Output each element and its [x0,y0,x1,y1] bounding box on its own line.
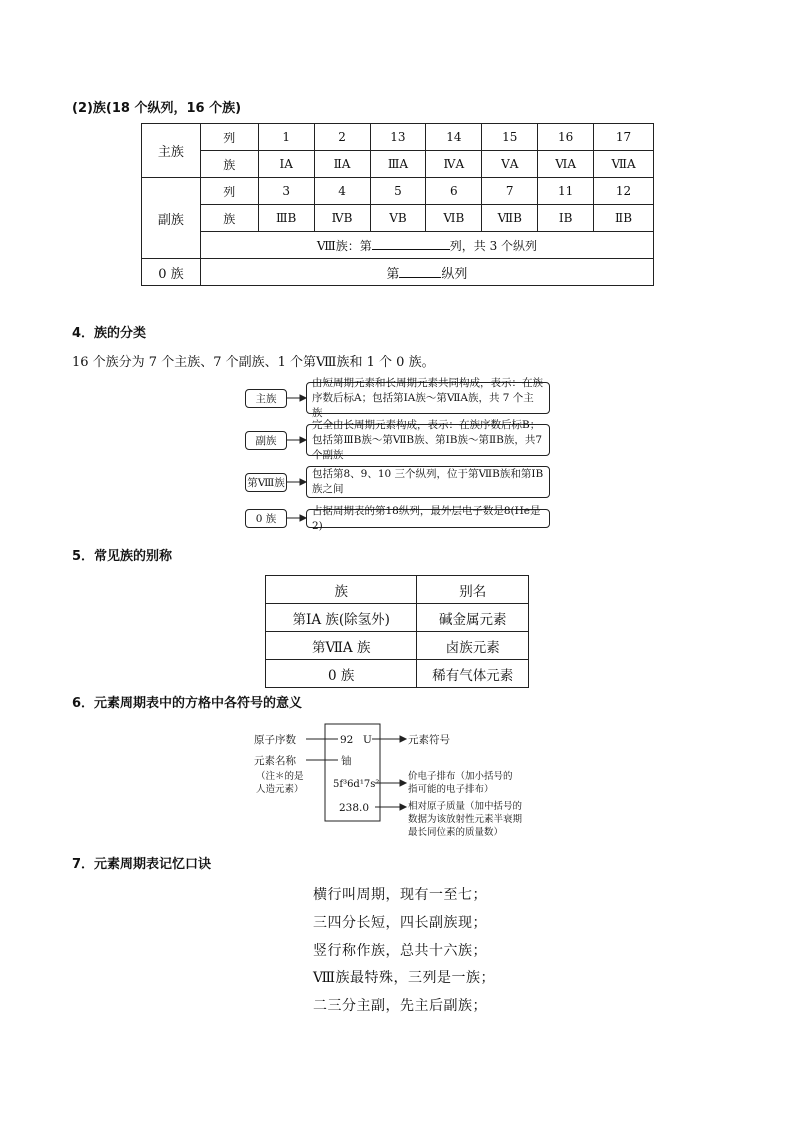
mnemonic-line: 竖行称作族，总共十六族； [313,943,487,959]
table-cell: 11 [538,178,594,205]
row-label-family: 族 [200,205,258,232]
groups-heading: (2)族(18 个纵列，16 个族) [72,101,242,116]
zero-group-suffix: 纵列 [441,266,468,282]
symbol-label: 元素符号 [408,734,450,746]
mnemonic-heading: 7．元素周期表记忆口诀 [72,857,212,872]
element-name: 铀 [341,755,352,767]
table-cell: 16 [538,124,594,151]
mnemonic-line: Ⅷ族最特殊，三列是一族； [313,970,496,986]
classification-intro: 16 个族分为 7 个主族、7 个副族、1 个第Ⅷ族和 1 个 0 族。 [72,355,435,370]
table-cell: ⅦB [482,205,538,232]
table-cell: ⅥA [538,151,594,178]
table-cell: 第ⅦA 族 [266,632,417,660]
element-number: 92 [340,734,354,746]
table-cell: 13 [370,124,426,151]
table-cell: 第ⅠA 族(除氢外) [266,604,417,632]
table-cell: 0 族 [266,660,417,688]
element-name-label: 元素名称 [254,755,296,767]
table-cell: 12 [594,178,654,205]
table-row [266,660,529,688]
table-cell: ⅤB [370,205,426,232]
row-label-column: 列 [200,178,258,205]
classification-heading: 4．族的分类 [72,326,147,341]
sub-group-label: 副族 [142,178,201,259]
class-label-zero: 0 族 [245,509,287,528]
zero-group-prefix: 第 [386,266,400,282]
column-header: 族 [266,576,417,604]
table-cell: 2 [314,124,370,151]
table-cell: ⅥB [426,205,482,232]
table-row [266,604,529,632]
table-cell: 17 [594,124,654,151]
table-cell: 14 [426,124,482,151]
class-desc-sub: 完全由长周期元素构成，表示：在族序数后标B；包括第ⅢB族～第ⅦB族、第ⅠB族～第ⅡB族，共7个副族 [306,424,550,456]
main-group-label: 主族 [142,124,201,178]
table-cell: 3 [258,178,314,205]
table-cell: 稀有气体元素 [417,660,529,688]
atomic-mass: 238.0 [339,802,370,814]
aliases-table [265,575,529,688]
class-label-sub: 副族 [245,431,287,450]
table-header-row [266,576,529,604]
mnemonic-line: 三四分长短，四长副族现； [313,915,487,931]
table-cell: 15 [482,124,538,151]
class-desc-zero: 占据周期表的第18纵列，最外层电子数是8(He是2) [306,509,550,528]
class-desc-viii: 包括第8、9、10 三个纵列，位于第ⅦB族和第ⅠB族之间 [306,466,550,498]
config-label: 指可能的电子排布） [408,784,494,795]
atomic-number-label: 原子序数 [254,734,296,746]
table-cell: ⅢB [258,205,314,232]
element-name-note: （注＊的是 [256,771,304,782]
zero-group-label: 0 族 [142,259,201,286]
row-label-column: 列 [200,124,258,151]
table-cell: 6 [426,178,482,205]
table-cell: ⅦA [594,151,654,178]
table-cell: ⅠB [538,205,594,232]
table-cell: ⅤA [482,151,538,178]
table-cell: 4 [314,178,370,205]
arrow-head [400,804,406,810]
table-cell: ⅣA [426,151,482,178]
table-cell: ⅢA [370,151,426,178]
class-label-viii: 第Ⅷ族 [245,473,287,492]
element-symbol: U [363,734,372,746]
arrow-head [400,736,406,742]
mnemonic-line: 横行叫周期，现有一至七； [313,887,487,903]
table-cell: ⅡB [594,205,654,232]
table-cell: 碱金属元素 [417,604,529,632]
table-cell: 7 [482,178,538,205]
table-cell: ⅡA [314,151,370,178]
mass-label: 数据为该放射性元素半衰期 [408,814,523,825]
mass-label: 相对原子质量（加中括号的 [408,801,523,812]
table-row [266,632,529,660]
row-label-family: 族 [200,151,258,178]
mnemonic-line: 二三分主副，先主后副族； [313,998,487,1014]
element-cell-diagram [250,722,550,844]
element-name-note: 人造元素） [256,784,304,795]
cell-meaning-heading: 6．元素周期表中的方格中各符号的意义 [72,696,303,711]
class-label-main: 主族 [245,389,287,408]
table-cell: 卤族元素 [417,632,529,660]
group-viii-suffix: 列，共 3 个纵列 [449,238,538,253]
aliases-heading: 5．常见族的别称 [72,549,173,564]
table-cell: 1 [258,124,314,151]
table-cell: ⅣB [314,205,370,232]
column-header: 别名 [417,576,529,604]
class-desc-main: 由短周期元素和长周期元素共同构成，表示：在族序数后标A；包括第ⅠA族～第ⅦA族，共 7 个主族 [306,382,550,414]
electron-config: 5f³6d¹7s² [333,779,380,790]
arrow-head [400,780,406,786]
mass-label: 最长同位素的质量数） [408,827,504,838]
table-cell: ⅠA [258,151,314,178]
config-label: 价电子排布（加小括号的 [408,771,513,782]
table-cell: 5 [370,178,426,205]
group-viii-prefix: Ⅷ族：第 [316,238,372,253]
